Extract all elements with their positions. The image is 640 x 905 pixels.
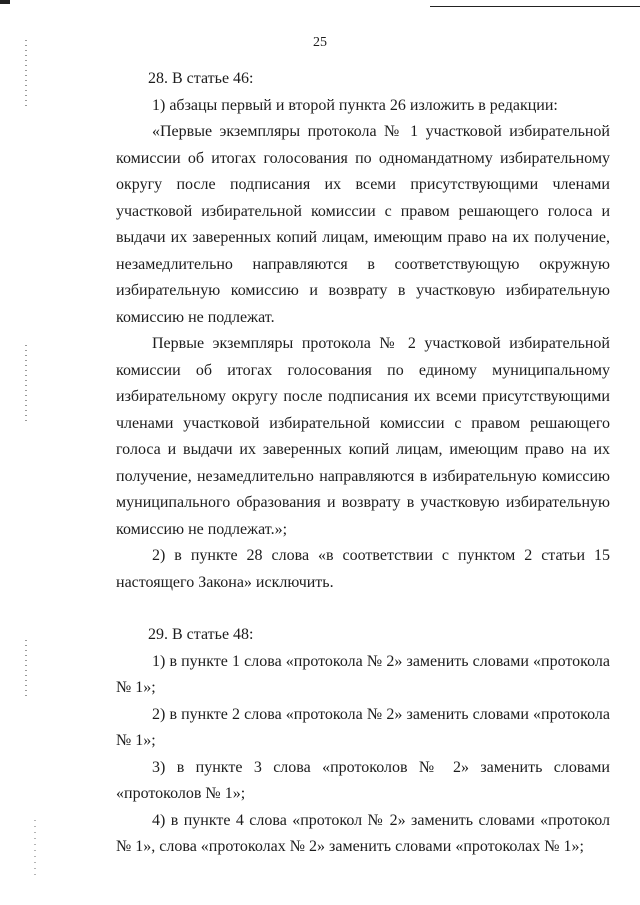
scan-margin-dots — [25, 640, 27, 700]
paragraph: 2) в пункте 2 слова «протокола № 2» заменить словами «протокола № 1»; — [116, 705, 610, 749]
scan-margin-dots — [25, 345, 27, 425]
scan-margin-dots — [34, 820, 36, 880]
paragraph: 4) в пункте 4 слова «протокол № 2» заменить словами «протокол № 1», слова «протоколах № 2» заменить словами «протоколах № 1»; — [116, 811, 610, 855]
paragraph: 1) в пункте 1 слова «протокола № 2» заменить словами «протокола № 1»; — [116, 652, 610, 696]
top-rule-line — [430, 6, 640, 7]
paragraph: 1) абзацы первый и второй пункта 26 изложить в редакции: — [152, 96, 558, 114]
section-heading: 29. В статье 48: — [148, 626, 254, 643]
page-number: 25 — [313, 35, 327, 50]
scan-corner-mark — [0, 0, 10, 4]
section-gap — [116, 596, 610, 622]
paragraph: 2) в пункте 28 слова «в соответствии с пунктом 2 статьи 15 настоящего Закона» исключить. — [116, 547, 610, 591]
document-body — [116, 66, 610, 861]
section-heading: 28. В статье 46: — [148, 70, 254, 87]
paragraph: 3) в пункте 3 слова «протоколов № 2» заменить словами «протоколов № 1»; — [116, 758, 610, 802]
paragraph: «Первые экземпляры протокола № 1 участковой избирательной комиссии об итогах голосования по одномандатному избирательному округу после подписания их всеми присутствующими членами участковой избирательной комиссии с правом решающего голоса и выдачи их заверенных копий лицам, имеющим право на их получение, незамедлительно направляются в соответствующую окружную избирательную комиссию и возврату в участковую избирательную комиссию не подлежат. — [116, 123, 610, 326]
paragraph: Первые экземпляры протокола № 2 участковой избирательной комиссии об итогах голосования по единому муниципальному избирательному округу после подписания их всеми присутствующими членами участковой избирательной комиссии с правом решающего голоса и выдачи их заверенных копий лицам, имеющим право на их получение, незамедлительно направляются в избирательную комиссию муниципального образования и возврату в участковую избирательную комиссию не подлежат.»; — [116, 335, 610, 538]
